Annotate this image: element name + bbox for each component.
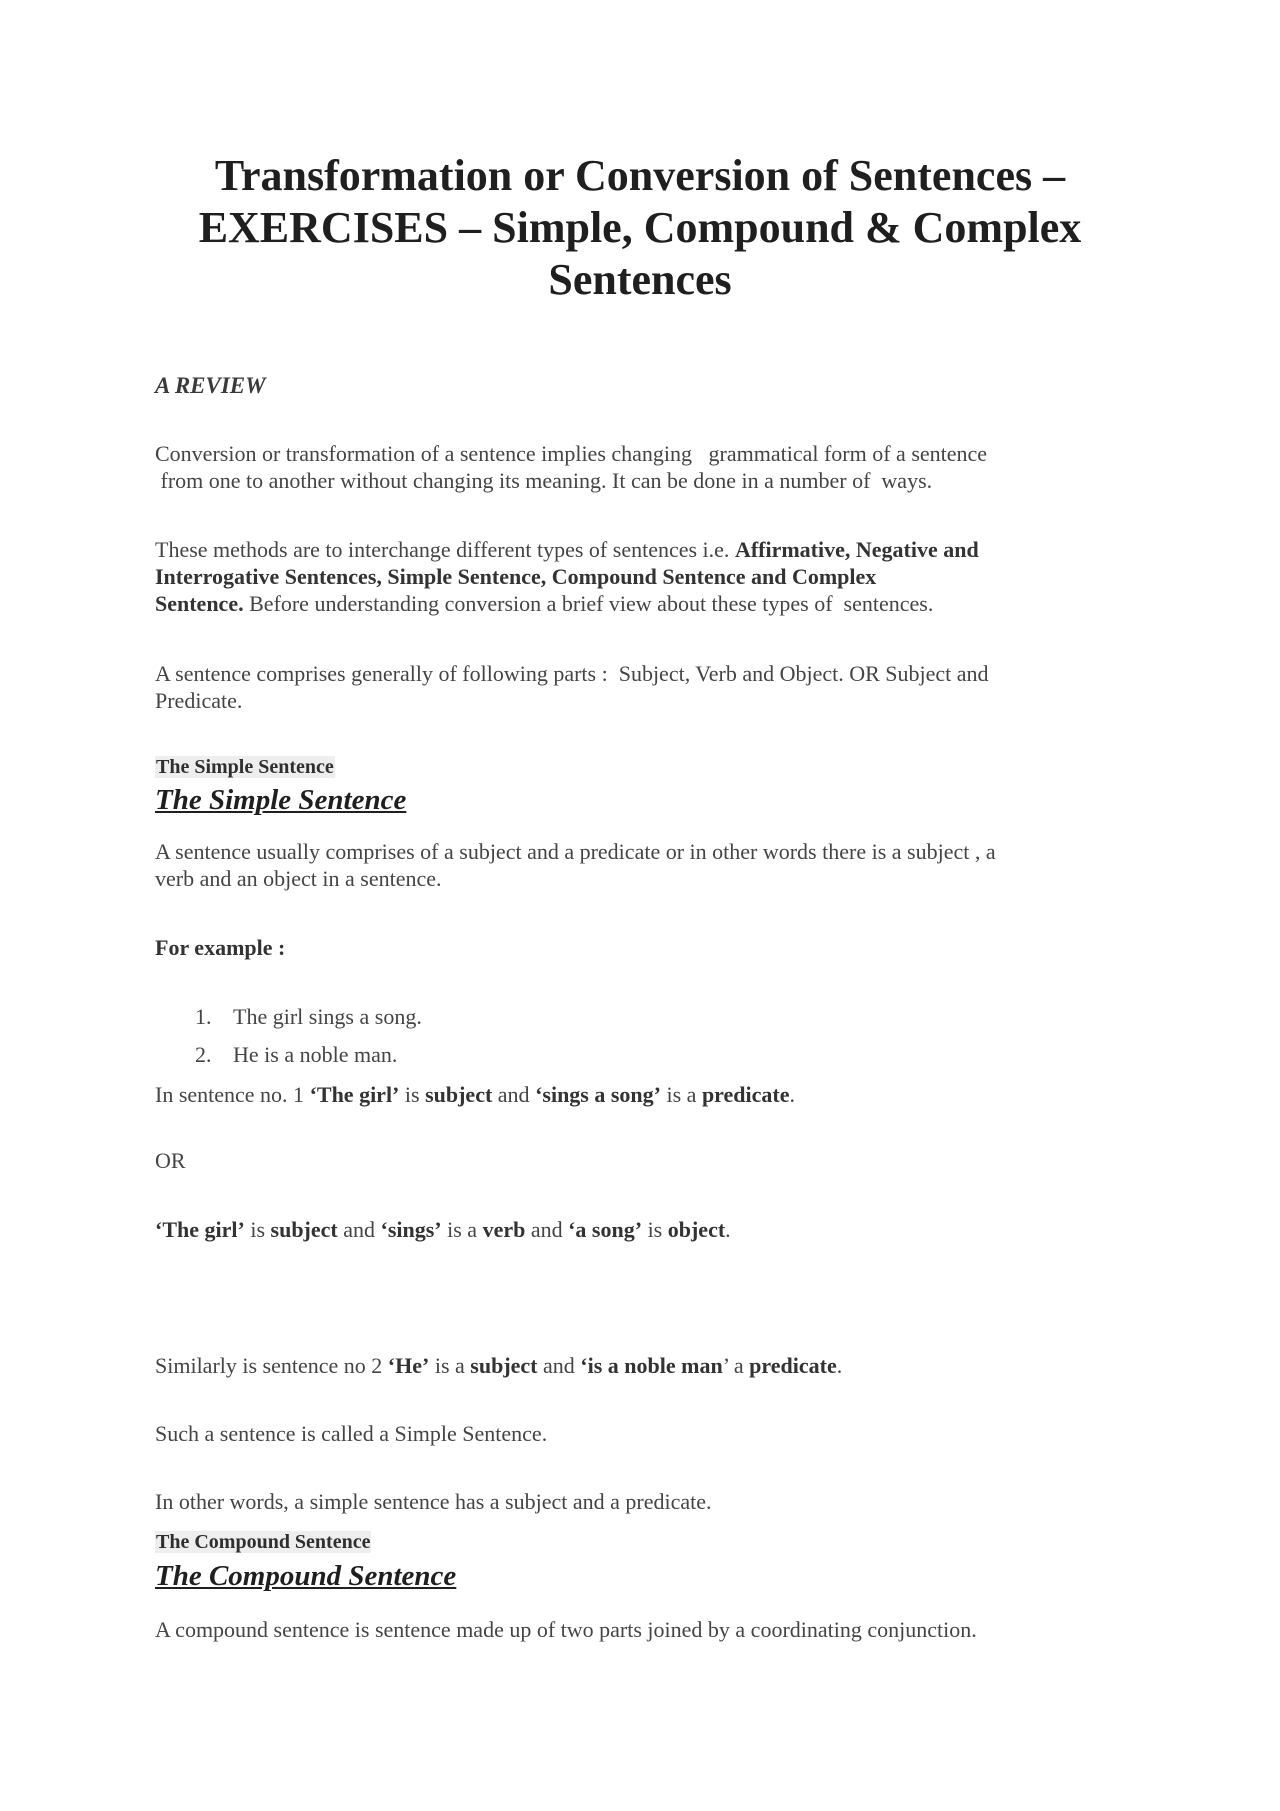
bold-text: subject [270,1217,338,1242]
compound-small-heading-text: The Compound Sentence [156,1531,371,1553]
text: is a [660,1082,702,1107]
bold-text: object [667,1217,726,1242]
simple-desc-line-1: A sentence usually comprises of a subject and a predicate or in other words there is a subject , a [155,839,996,864]
text: is a [441,1217,483,1242]
simple-sentence-heading: The Simple Sentence [155,784,407,816]
review-heading: A REVIEW [155,373,266,398]
text: is a [429,1353,471,1378]
title-line-2: EXERCISES – Simple, Compound & Complex [198,203,1082,252]
text: Similarly is sentence no 2 [155,1353,388,1378]
list-number: 1. [195,1004,212,1029]
bold-text: ‘a song’ [568,1217,643,1242]
sentence-two-explanation [155,1352,1115,1379]
sentence-one-alt-explanation [155,1216,1115,1243]
simple-description [155,838,1115,892]
methods-bold-3: Sentence. [155,591,244,616]
list-item [195,1041,1155,1068]
text: . [836,1353,843,1378]
or-separator: OR [155,1148,186,1173]
bold-text: ‘sings a song’ [535,1082,661,1107]
text: and [525,1217,569,1242]
example-label: For example : [155,935,286,960]
text: . [725,1217,731,1242]
sentence-one-explanation [155,1081,1115,1108]
simple-small-heading-text: The Simple Sentence [156,756,334,778]
compound-small-heading [155,1531,371,1554]
text: is [642,1217,668,1242]
bold-text: subject [470,1353,538,1378]
parts-paragraph [155,660,1115,714]
list-item-text: The girl sings a song. [233,1004,422,1029]
bold-text: subject [425,1082,493,1107]
text: ’ a [722,1353,750,1378]
list-item-text: He is a noble man. [233,1042,398,1067]
bold-text: ‘He’ [387,1353,430,1378]
compound-sentence-heading: The Compound Sentence [155,1560,457,1592]
parts-line-1: A sentence comprises generally of following parts : Subject, Verb and Object. OR Subject and [155,661,989,686]
title-line-1: Transformation or Conversion of Sentences – [214,151,1066,200]
text: . [789,1082,796,1107]
simple-sentence-summary: In other words, a simple sentence has a subject and a predicate. [155,1489,712,1514]
text: is [399,1082,426,1107]
methods-bold-2: Interrogative Sentences, Simple Sentence, Compound Sentence and Complex [155,564,877,589]
bold-text: ‘sings’ [380,1217,442,1242]
simple-desc-line-2: verb and an object in a sentence. [155,866,442,891]
methods-text-2: Before understanding conversion a brief view about these types of sentences. [243,591,934,616]
text: In sentence no. 1 [155,1082,310,1107]
text: and [492,1082,536,1107]
intro-line-2: from one to another without changing its meaning. It can be done in a number of ways. [155,468,933,493]
simple-sentence-definition: Such a sentence is called a Simple Sentence. [155,1421,548,1446]
title-line-3: Sentences [548,255,732,304]
bold-text: predicate [701,1082,790,1107]
compound-description: A compound sentence is sentence made up of two parts joined by a coordinating conjunction. [155,1617,977,1642]
intro-paragraph [155,440,1115,494]
list-item [195,1003,1155,1041]
methods-bold-1: Affirmative, Negative and [734,537,979,562]
bold-text: ‘The girl’ [155,1217,245,1242]
example-list [195,1003,1155,1068]
bold-text: ‘The girl’ [309,1082,400,1107]
parts-line-2: Predicate. [155,688,243,713]
list-number: 2. [195,1042,212,1067]
methods-paragraph [155,536,1115,617]
simple-small-heading [155,756,335,779]
bold-text: ‘is a noble man [580,1353,723,1378]
page-title [150,150,1130,306]
methods-text-1: These methods are to interchange different types of sentences i.e. [155,537,735,562]
text: is [244,1217,271,1242]
bold-text: verb [482,1217,526,1242]
text: and [537,1353,581,1378]
intro-line-1: Conversion or transformation of a sentence implies changing grammatical form of a sentence [155,441,988,466]
bold-text: predicate [749,1353,837,1378]
text: and [337,1217,381,1242]
